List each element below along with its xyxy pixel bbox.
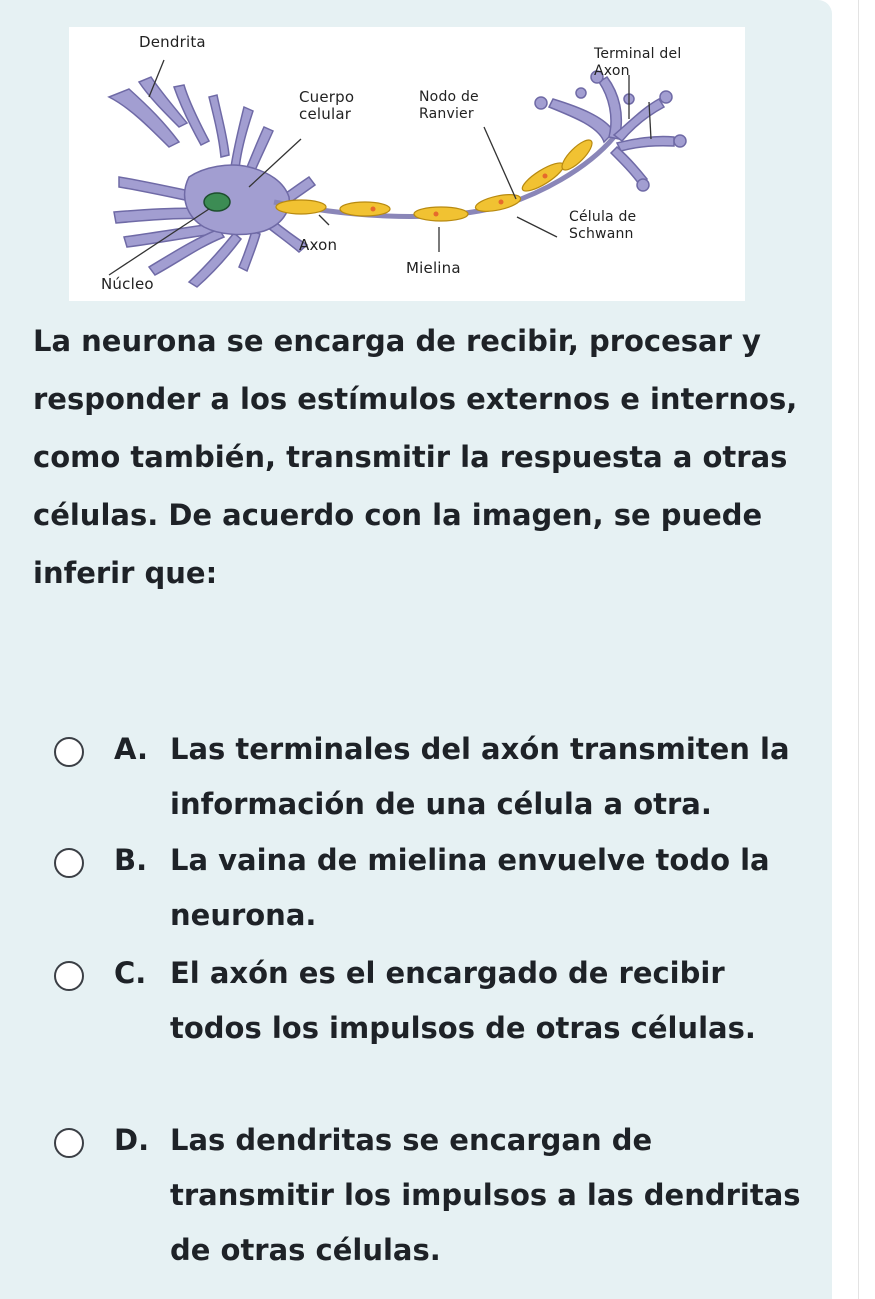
neuron-diagram xyxy=(69,27,745,301)
option-text: Las dendritas se encargan de transmitir los impulsos a las dendritas de otras células. xyxy=(170,1123,801,1267)
option-text: El axón es el encargado de recibir todos los impulsos de otras células. xyxy=(170,956,756,1045)
option-letter: D. xyxy=(114,1123,150,1157)
label-nucleo: Núcleo xyxy=(101,275,154,293)
option-text: Las terminales del axón transmiten la información de una célula a otra. xyxy=(170,732,790,821)
option-d[interactable] xyxy=(52,1113,801,1267)
option-text: La vaina de mielina envuelve todo la neurona. xyxy=(170,843,770,932)
option-letter: B. xyxy=(114,843,148,877)
option-letter: A. xyxy=(114,732,148,766)
myelin-sheath xyxy=(276,136,596,221)
label-nodo-ranvier: Nodo de Ranvier xyxy=(419,89,479,122)
radio-button-b[interactable] xyxy=(54,848,84,878)
radio-button-d[interactable] xyxy=(54,1128,84,1158)
label-mielina: Mielina xyxy=(406,259,461,277)
option-a[interactable] xyxy=(52,722,792,821)
label-cuerpo-celular: Cuerpo celular xyxy=(299,88,355,123)
question-text: La neurona se encarga de recibir, procesar y responder a los estímulos externos e internos, como también, transmitir la respuesta a otras células. De acuerdo con la imagen, se puede inferir que: xyxy=(33,324,798,590)
radio-button-c[interactable] xyxy=(54,961,84,991)
label-dendrita: Dendrita xyxy=(139,33,206,51)
option-c[interactable] xyxy=(52,946,792,1045)
label-terminal-axon: Terminal del Axon xyxy=(594,46,682,79)
scrollbar-track[interactable] xyxy=(858,0,875,1299)
label-celula-schwann: Célula de Schwann xyxy=(569,209,637,242)
radio-button-a[interactable] xyxy=(54,737,84,767)
option-letter: C. xyxy=(114,956,147,990)
option-b[interactable] xyxy=(52,833,792,932)
label-axon: Axon xyxy=(299,236,338,254)
nucleus xyxy=(204,193,230,211)
cell-body xyxy=(185,165,290,234)
